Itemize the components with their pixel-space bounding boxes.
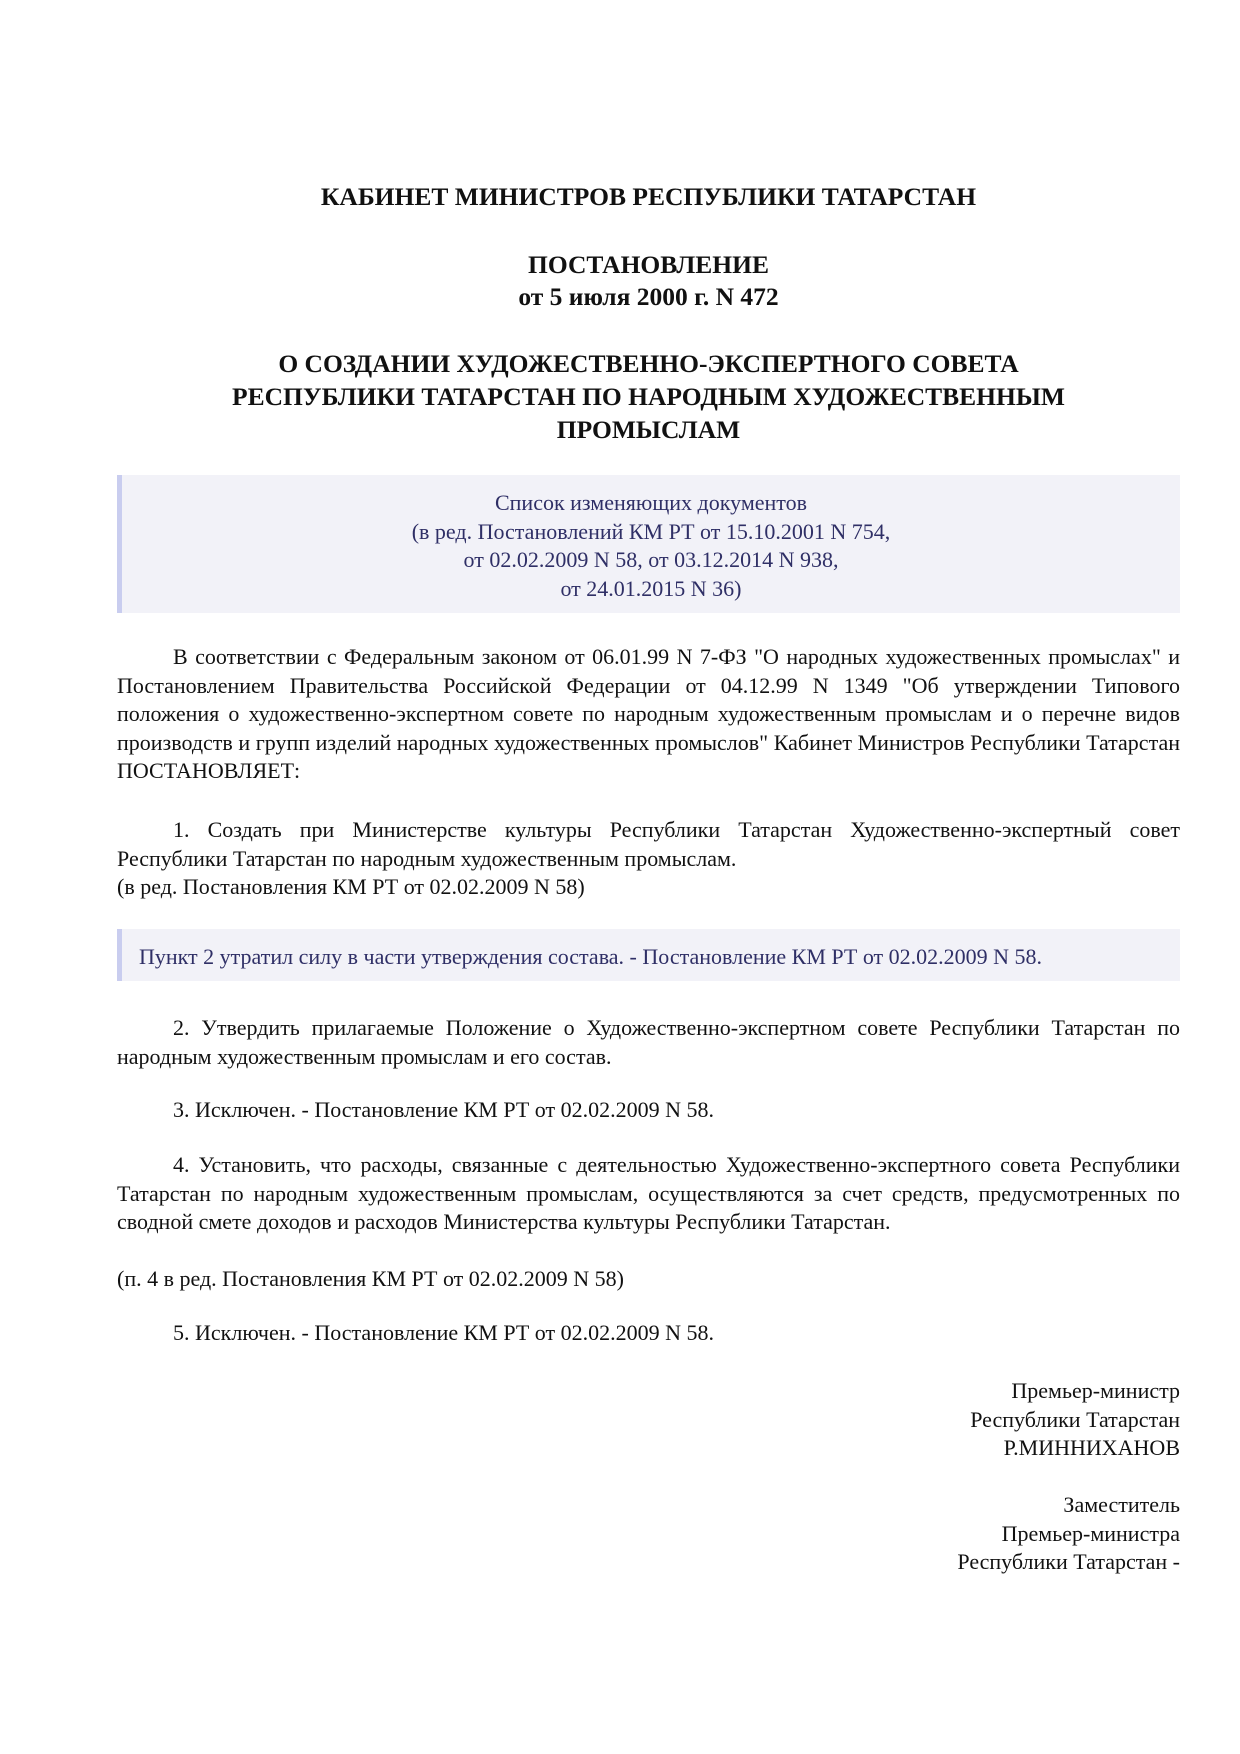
signature-line: Заместитель [1063,1492,1180,1517]
title-line: ПРОМЫСЛАМ [556,415,741,444]
title-line: РЕСПУБЛИКИ ТАТАРСТАН ПО НАРОДНЫМ ХУДОЖЕСТВЕННЫМ [232,382,1065,411]
doc-type: ПОСТАНОВЛЕНИЕ [528,250,769,279]
signature-line: Республики Татарстан [970,1406,1180,1432]
signature-line: Премьер-министра [1001,1520,1180,1546]
item-4: 4. Установить, что расходы, связанные с деятельностью Художественно-экспертного совета Республики Татарстан по народным художественным промыслам, осуществляются за счет средств, предусмотренных по сводной смете доходов и расходов Министерства культуры Республики Татарстан. [117,1152,1180,1234]
item-1: 1. Создать при Министерстве культуры Республики Татарстан Художественно-экспертный совет Республики Татарстан по народным художественным промыслам. [117,817,1180,871]
item-3: 3. Исключен. - Постановление КМ РТ от 02.02.2009 N 58. [173,1097,715,1122]
signature-line: Республики Татарстан - [957,1549,1180,1574]
signature-premier [117,1377,1180,1463]
item-2-lapsed-note [117,929,1180,981]
preamble: В соответствии с Федеральным законом от 06.01.99 N 7-ФЗ "О народных художественных промыслах" и Постановлением Правительства Российской Федерации от 04.12.99 N 1349 "Об утверждении Типового положения о художественно-экспертном совете по народным художественным промыслам и о перечне видов производств и групп изделий народных художественных промыслов" Кабинет Министров Республики Татарстан ПОСТАНОВЛЯЕТ: [117,644,1180,783]
lapsed-note-text: Пункт 2 утратил силу в части утверждения состава. - Постановление КМ РТ от 02.02.2009 N 58. [139,944,1043,969]
item-1-note: (в ред. Постановления КМ РТ от 02.02.2009 N 58) [117,874,585,899]
amendments-line: (в ред. Постановлений КМ РТ от 15.10.2001 N 754, [411,518,891,544]
amendments-box [117,475,1180,613]
signature-line: Премьер-министр [1011,1378,1180,1403]
title-line: О СОЗДАНИИ ХУДОЖЕСТВЕННО-ЭКСПЕРТНОГО СОВЕТА [278,349,1019,378]
signature-deputy [117,1491,1180,1577]
amendments-line: Список изменяющих документов [494,490,807,515]
item-2: 2. Утвердить прилагаемые Положение о Художественно-экспертном совете Республики Татарстан по народным художественным промыслам и его состав. [117,1015,1180,1069]
amendments-line: от 24.01.2015 N 36) [560,575,742,601]
signature-line: Р.МИННИХАНОВ [1003,1435,1180,1460]
doc-title [117,347,1180,446]
authority-heading: КАБИНЕТ МИНИСТРОВ РЕСПУБЛИКИ ТАТАРСТАН [320,182,977,211]
item-5: 5. Исключен. - Постановление КМ РТ от 02.02.2009 N 58. [173,1320,715,1345]
item-4-note: (п. 4 в ред. Постановления КМ РТ от 02.02.2009 N 58) [117,1266,624,1291]
doc-date-number: от 5 июля 2000 г. N 472 [518,282,779,311]
amendments-line: от 02.02.2009 N 58, от 03.12.2014 N 938, [463,547,839,572]
